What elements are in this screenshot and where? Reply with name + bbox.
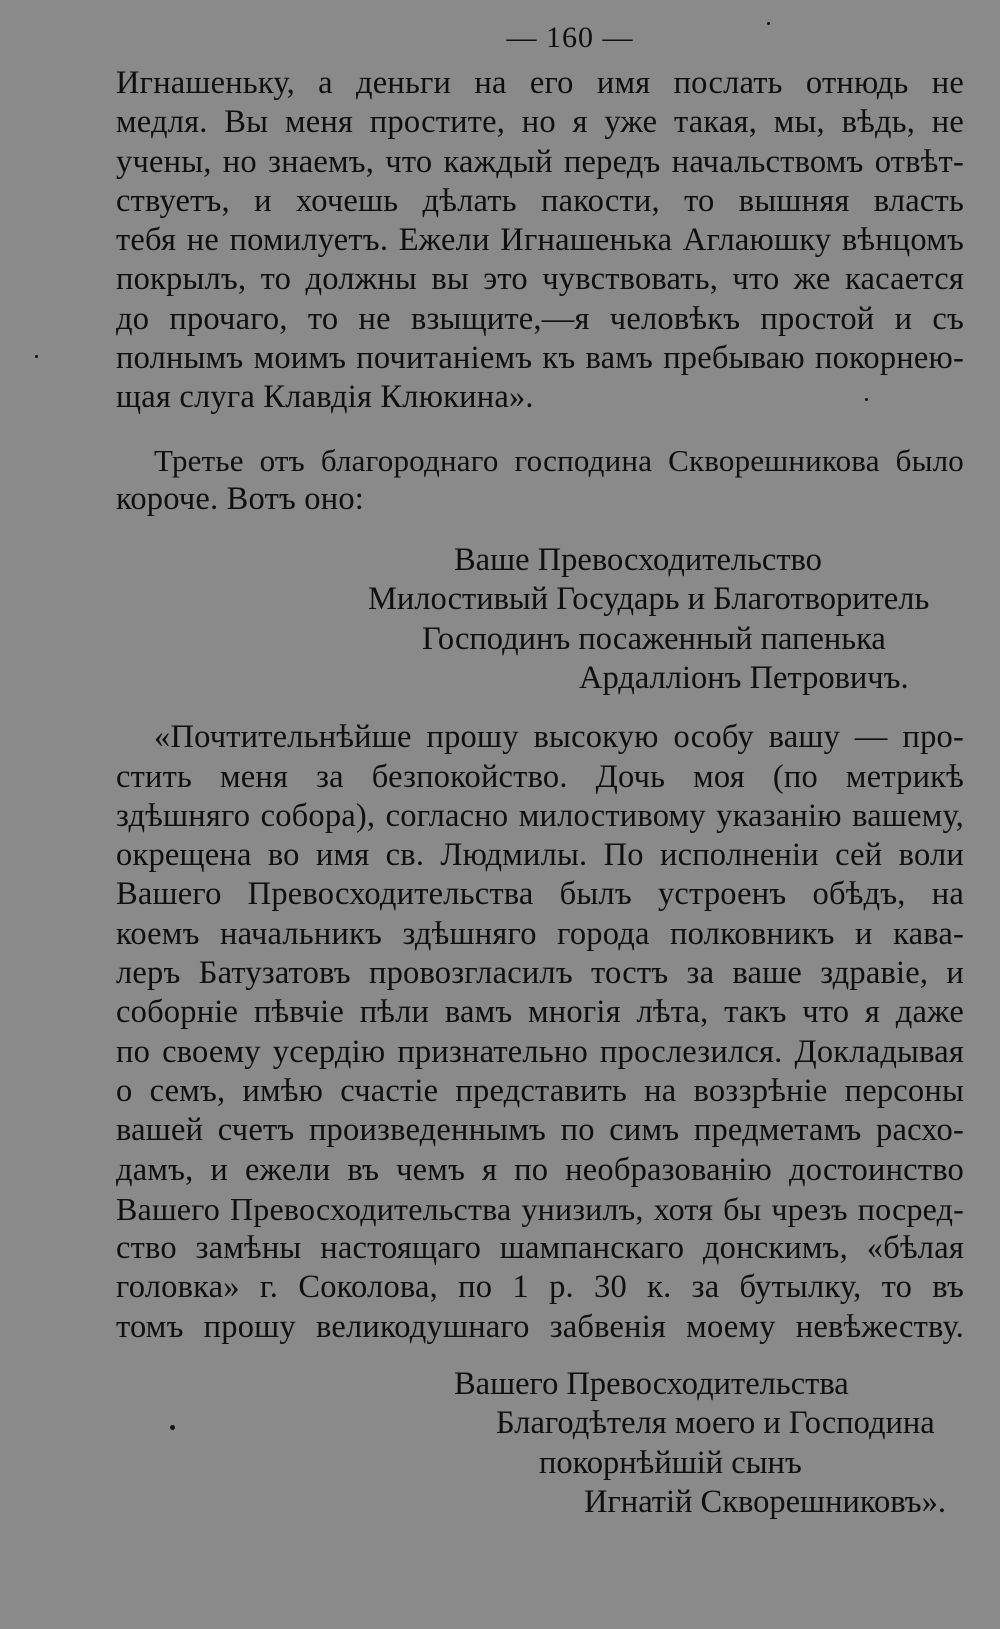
book-page — [116, 18, 964, 1525]
text-line: о семъ, имѣю счастіе представить на воззрѣніе персоны — [116, 1072, 964, 1109]
text-line: коемъ начальникъ здѣшняго города полковникъ и кава- — [116, 915, 964, 952]
text-line: ство замѣны настоящаго шампанскаго донскимъ, «бѣлая — [116, 1230, 964, 1267]
text-line: до прочаго, то не взыщите,—я человѣкъ простой и съ — [116, 300, 964, 337]
paragraph-letter-ending — [116, 64, 964, 418]
text-line: томъ прошу великодушнаго забвенія моему невѣжеству. — [116, 1308, 964, 1345]
text-line: дамъ, и ежели въ чемъ я по необразованію достоинство — [116, 1151, 964, 1188]
letter-salutation — [116, 541, 964, 698]
text-line: головка» г. Соколова, по 1 р. 30 к. за бутылку, то въ — [116, 1269, 964, 1306]
text-line: учены, но знаемъ, что каждый передъ начальствомъ отвѣт- — [116, 143, 964, 180]
text-line: Игнашеньку, а деньги на его имя послать отнюдь не — [116, 65, 964, 101]
text-line: покрылъ, то должны вы это чувствовать, что же касается — [116, 261, 964, 298]
text-line: Вашего Превосходительства унизилъ, хотя бы чрезъ посред- — [116, 1190, 964, 1227]
salutation-line: Милостивый Государь и Благотворитель — [368, 581, 930, 618]
text-line: соборніе пѣвчіе пѣли вамъ многія лѣта, такъ что я даже — [116, 994, 964, 1031]
text-line: короче. Вотъ оно: — [116, 480, 365, 517]
salutation-line: Ардалліонъ Петровичъ. — [579, 660, 909, 697]
signature-line: покорнѣйшій сынъ — [539, 1445, 802, 1482]
letter-signature — [116, 1365, 964, 1525]
text-line: стить меня за безпокойство. Дочь моя (по метрикѣ — [116, 758, 964, 795]
scan-speck — [35, 355, 38, 358]
paragraph-letter-body — [116, 718, 964, 1347]
text-line: леръ Батузатовъ провозгласилъ тостъ за ваше здравіе, и — [116, 955, 964, 992]
page-number: — 160 — — [506, 21, 634, 54]
text-line: вашей счетъ произведеннымъ по симъ предметамъ расхо- — [116, 1112, 964, 1149]
text-line: здѣшняго собора), согласно милостивому указанію вашему, — [116, 797, 964, 834]
text-line: полнымъ моимъ почитаніемъ къ вамъ пребываю покорнею- — [116, 340, 964, 377]
salutation-line: Ваше Превосходительство — [454, 542, 822, 579]
text-line: «Почтительнѣйше прошу высокую особу вашу — про- — [154, 719, 964, 756]
signature-line: Вашего Превосходительства — [454, 1366, 849, 1403]
text-line: тебя не помилуетъ. Ежели Игнашенька Аглаюшку вѣнцомъ — [116, 222, 964, 259]
text-line: по своему усердію признательно прослезился. Докладывая — [116, 1033, 964, 1070]
paragraph-intro — [116, 441, 964, 520]
signature-line: Игнатій Скворешниковъ». — [584, 1484, 946, 1521]
text-line: медля. Вы меня простите, но я уже такая, мы, вѣдь, не — [116, 104, 964, 141]
text-line: окрещена во имя св. Людмилы. По исполненіи сей воли — [116, 837, 964, 874]
text-line: Вашего Превосходительства былъ устроенъ обѣдъ, на — [116, 876, 964, 913]
scan-speck — [767, 22, 770, 25]
scan-speck — [170, 1425, 175, 1430]
salutation-line: Господинъ посаженный папенька — [422, 621, 886, 658]
text-line: ствуетъ, и хочешь дѣлать пакости, то вышняя власть — [116, 182, 964, 219]
scan-speck — [865, 398, 868, 401]
text-line: Третье отъ благороднаго господина Скворешникова было — [154, 442, 964, 478]
signature-line: Благодѣтеля моего и Господина — [496, 1405, 935, 1442]
text-line: щая слуга Клавдія Клюкина». — [116, 379, 534, 416]
